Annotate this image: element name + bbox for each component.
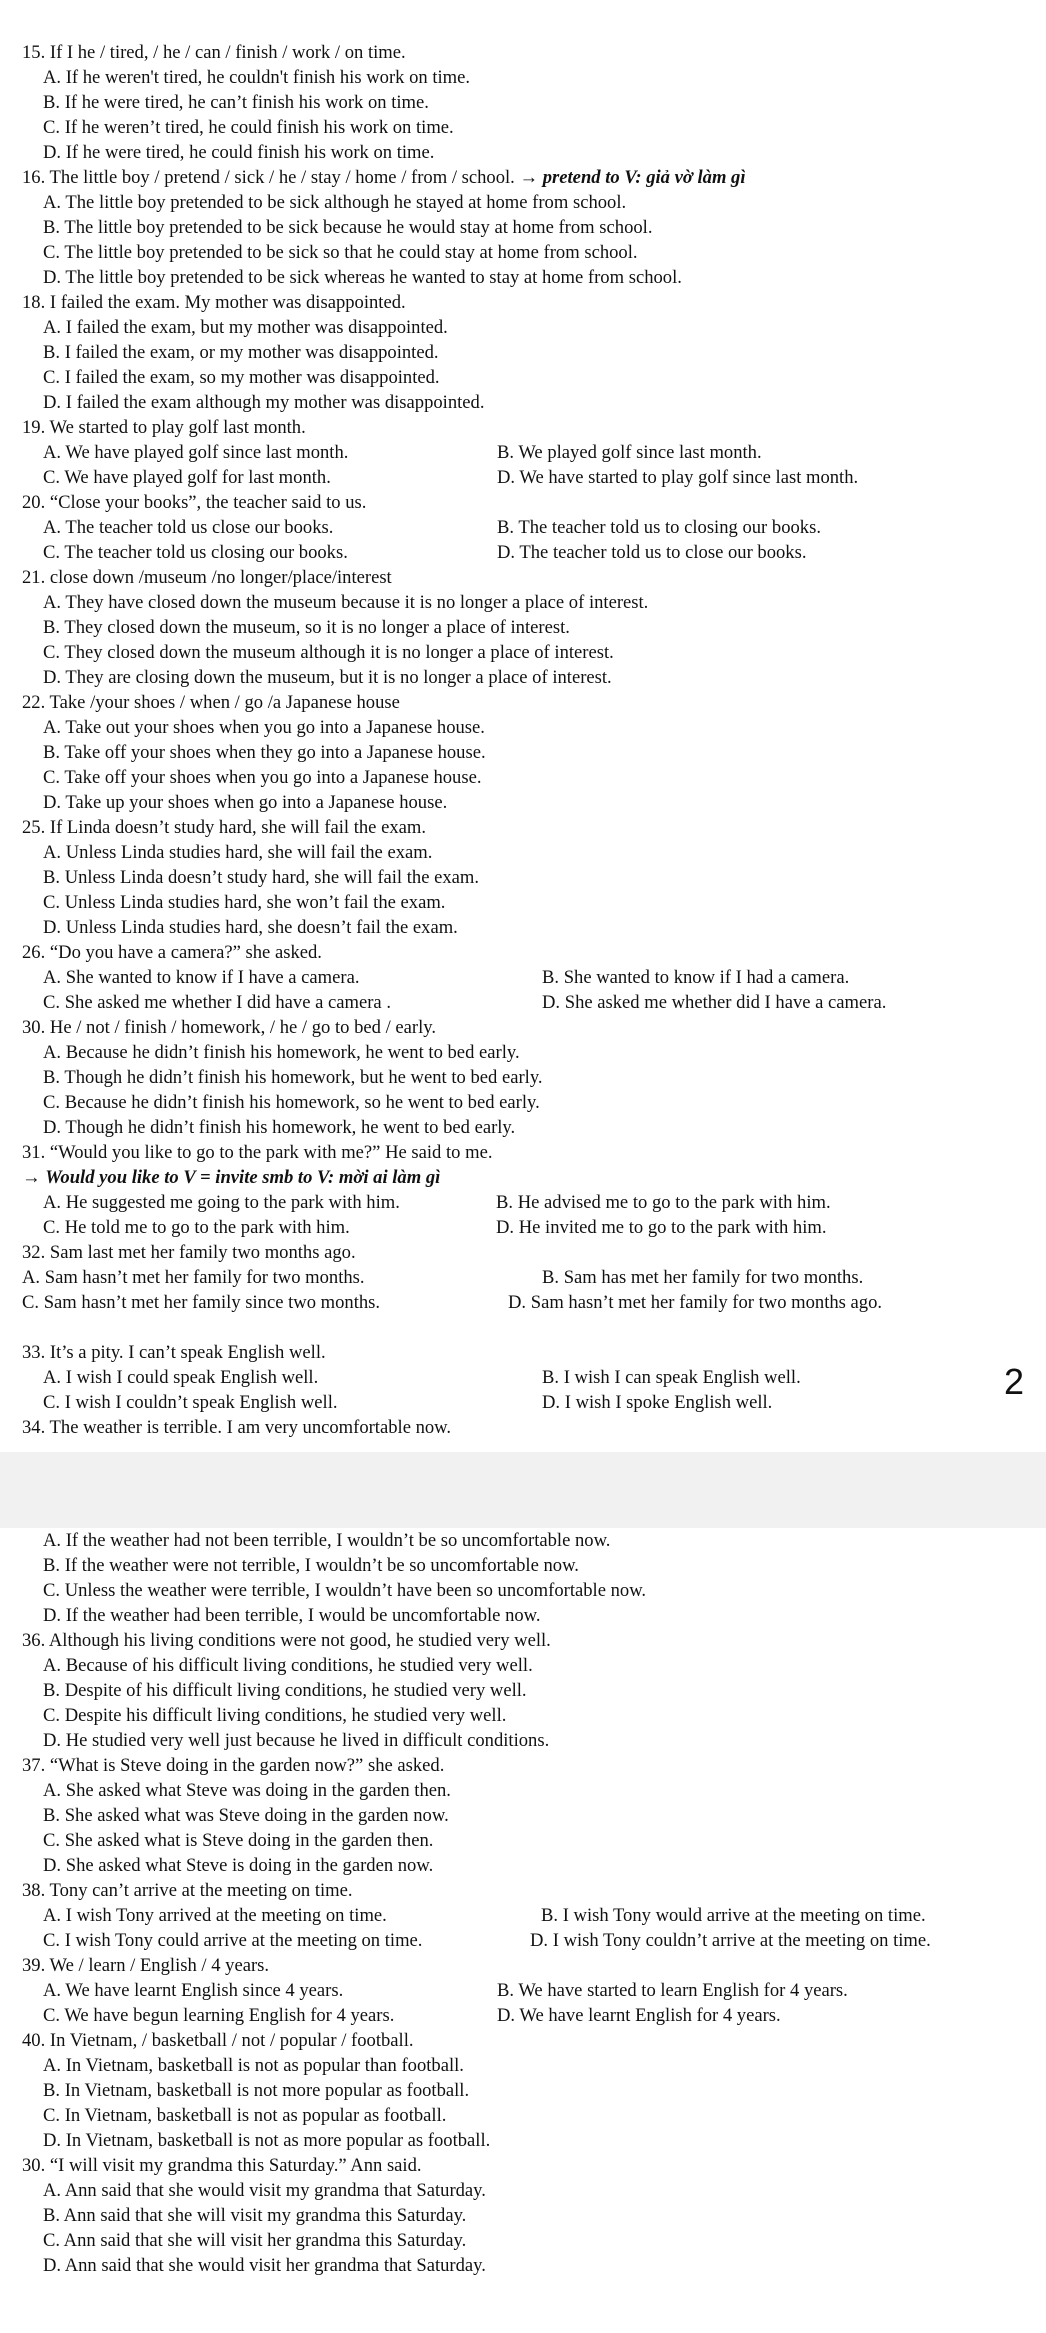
question-stem: 22. Take /your shoes / when / go /a Japanese house — [22, 692, 400, 713]
option-a: A. Take out your shoes when you go into a Japanese house. — [43, 717, 485, 738]
question-stem: 18. I failed the exam. My mother was disappointed. — [22, 292, 406, 313]
question-stem: 39. We / learn / English / 4 years. — [22, 1955, 270, 1976]
option-a: A. Sam hasn’t met her family for two months. — [22, 1267, 365, 1288]
option-d: D. The teacher told us to close our books. — [497, 542, 807, 563]
question-stem: 34. The weather is terrible. I am very uncomfortable now. — [22, 1417, 452, 1438]
question-16 — [22, 165, 1032, 290]
option-a: A. She asked what Steve was doing in the garden then. — [43, 1780, 451, 1801]
option-d: D. They are closing down the museum, but it is no longer a place of interest. — [43, 667, 612, 688]
question-21 — [22, 565, 1032, 690]
question-stem: 40. In Vietnam, / basketball / not / popular / football. — [22, 2030, 414, 2051]
question-stem: 33. It’s a pity. I can’t speak English well. — [22, 1342, 326, 1363]
options-row — [22, 1928, 1032, 1953]
option-b: B. The little boy pretended to be sick because he would stay at home from school. — [43, 217, 653, 238]
option-b: B. Unless Linda doesn’t study hard, she will fail the exam. — [43, 867, 480, 888]
option-d: D. She asked me whether did I have a camera. — [542, 992, 887, 1013]
options-row — [22, 540, 1032, 565]
question-30-first — [22, 1015, 1032, 1140]
option-c: C. She asked what is Steve doing in the garden then. — [43, 1830, 434, 1851]
option-c: C. In Vietnam, basketball is not as popular as football. — [43, 2105, 447, 2126]
option-a: A. She wanted to know if I have a camera. — [43, 967, 360, 988]
question-stem: 31. “Would you like to go to the park with me?” He said to me. — [22, 1142, 493, 1163]
question-stem: 38. Tony can’t arrive at the meeting on time. — [22, 1880, 353, 1901]
question-39 — [22, 1953, 1032, 2028]
page-separator — [0, 1452, 1046, 1528]
option-d: D. In Vietnam, basketball is not as more popular as football. — [43, 2130, 491, 2151]
options-row — [22, 1390, 1032, 1415]
arrow-icon: → — [519, 167, 539, 188]
worksheet-page-2 — [0, 1528, 1046, 2333]
option-a: A. Because he didn’t finish his homework, he went to bed early. — [43, 1042, 520, 1063]
question-stem: 20. “Close your books”, the teacher said to us. — [22, 492, 367, 513]
options-row — [22, 965, 1032, 990]
option-c: C. I failed the exam, so my mother was disappointed. — [43, 367, 440, 388]
option-d: D. I wish Tony couldn’t arrive at the meeting on time. — [530, 1930, 931, 1951]
option-c: C. We have played golf for last month. — [43, 467, 331, 488]
option-d: D. Unless Linda studies hard, she doesn’t fail the exam. — [43, 917, 458, 938]
question-15 — [22, 40, 1032, 165]
option-a: A. Because of his difficult living conditions, he studied very well. — [43, 1655, 533, 1676]
option-b: B. I failed the exam, or my mother was disappointed. — [43, 342, 439, 363]
option-c: C. The teacher told us closing our books. — [43, 542, 348, 563]
option-b: B. We played golf since last month. — [497, 442, 762, 463]
option-a: A. I wish I could speak English well. — [43, 1367, 319, 1388]
option-a: A. Ann said that she would visit my grandma that Saturday. — [43, 2180, 486, 2201]
option-c: C. Unless the weather were terrible, I wouldn’t have been so uncomfortable now. — [43, 1580, 647, 1601]
question-stem-line — [22, 165, 1032, 190]
option-c: C. Ann said that she will visit her grandma this Saturday. — [43, 2230, 467, 2251]
option-a: A. I failed the exam, but my mother was disappointed. — [43, 317, 448, 338]
option-a: A. They have closed down the museum because it is no longer a place of interest. — [43, 592, 649, 613]
question-stem: 26. “Do you have a camera?” she asked. — [22, 942, 322, 963]
question-stem: 15. If I he / tired, / he / can / finish / work / on time. — [22, 42, 406, 63]
option-c: C. Sam hasn’t met her family since two months. — [22, 1292, 381, 1313]
option-d: D. I wish I spoke English well. — [542, 1392, 773, 1413]
option-a: A. We have played golf since last month. — [43, 442, 349, 463]
options-row — [22, 1365, 1032, 1390]
option-b: B. I wish Tony would arrive at the meeting on time. — [541, 1905, 926, 1926]
question-32 — [22, 1240, 1032, 1315]
option-b: B. She wanted to know if I had a camera. — [542, 967, 850, 988]
option-b: B. The teacher told us to closing our books. — [497, 517, 821, 538]
option-d: D. Though he didn’t finish his homework, he went to bed early. — [43, 1117, 516, 1138]
option-c: C. We have begun learning English for 4 years. — [43, 2005, 395, 2026]
option-b: B. Ann said that she will visit my grandma this Saturday. — [43, 2205, 467, 2226]
question-stem: 30. “I will visit my grandma this Saturday.” Ann said. — [22, 2155, 422, 2176]
question-stem: 30. He / not / finish / homework, / he / go to bed / early. — [22, 1017, 436, 1038]
question-25 — [22, 815, 1032, 940]
option-a: A. The little boy pretended to be sick although he stayed at home from school. — [43, 192, 627, 213]
option-b: B. If he were tired, he can’t finish his work on time. — [43, 92, 429, 113]
arrow-icon: → — [22, 1167, 41, 1188]
option-c: C. Take off your shoes when you go into a Japanese house. — [43, 767, 482, 788]
option-d: D. He invited me to go to the park with him. — [496, 1217, 827, 1238]
page-number: 2 — [1004, 1361, 1025, 1402]
option-a: A. We have learnt English since 4 years. — [43, 1980, 344, 2001]
option-b: B. Take off your shoes when they go into a Japanese house. — [43, 742, 486, 763]
option-c: C. I wish Tony could arrive at the meeting on time. — [43, 1930, 423, 1951]
option-d: D. If the weather had been terrible, I would be uncomfortable now. — [43, 1605, 541, 1626]
question-40 — [22, 2028, 1032, 2153]
option-c: C. Because he didn’t finish his homework, so he went to bed early. — [43, 1092, 540, 1113]
question-38 — [22, 1878, 1032, 1953]
options-row — [22, 990, 1032, 1015]
option-d: D. She asked what Steve is doing in the garden now. — [43, 1855, 434, 1876]
page-1-content — [22, 40, 1032, 1440]
option-b: B. They closed down the museum, so it is no longer a place of interest. — [43, 617, 570, 638]
grammar-note: pretend to V: giả vờ làm gì — [542, 167, 746, 188]
question-34 — [22, 1415, 1032, 1440]
option-a: A. The teacher told us close our books. — [43, 517, 334, 538]
blank-line — [22, 1315, 1032, 1340]
question-30-second — [22, 2153, 1032, 2278]
option-c: C. She asked me whether I did have a camera . — [43, 992, 391, 1013]
option-b: B. Despite of his difficult living conditions, he studied very well. — [43, 1680, 527, 1701]
options-row — [22, 515, 1032, 540]
option-d: D. The little boy pretended to be sick whereas he wanted to stay at home from school. — [43, 267, 682, 288]
option-b: B. He advised me to go to the park with him. — [496, 1192, 831, 1213]
question-stem: 36. Although his living conditions were not good, he studied very well. — [22, 1630, 551, 1651]
question-31 — [22, 1140, 1032, 1240]
option-d: D. We have started to play golf since last month. — [497, 467, 859, 488]
question-26 — [22, 940, 1032, 1015]
question-33 — [22, 1340, 1032, 1415]
option-a: A. If the weather had not been terrible, I wouldn’t be so uncomfortable now. — [43, 1530, 611, 1551]
option-b: B. If the weather were not terrible, I wouldn’t be so uncomfortable now. — [43, 1555, 579, 1576]
question-22 — [22, 690, 1032, 815]
grammar-note: Would you like to V = invite smb to V: mời ai làm gì — [45, 1167, 441, 1188]
question-20 — [22, 490, 1032, 565]
option-c: C. Unless Linda studies hard, she won’t fail the exam. — [43, 892, 446, 913]
options-row — [22, 1903, 1032, 1928]
option-c: C. He told me to go to the park with him. — [43, 1217, 350, 1238]
option-b: B. In Vietnam, basketball is not more popular as football. — [43, 2080, 470, 2101]
options-row — [22, 2003, 1032, 2028]
question-36 — [22, 1628, 1032, 1753]
options-row — [22, 1978, 1032, 2003]
question-34-options — [22, 1528, 1032, 1628]
option-d: D. If he were tired, he could finish his work on time. — [43, 142, 435, 163]
option-a: A. I wish Tony arrived at the meeting on time. — [43, 1905, 387, 1926]
option-c: C. Despite his difficult living conditions, he studied very well. — [43, 1705, 507, 1726]
option-a: A. In Vietnam, basketball is not as popular than football. — [43, 2055, 464, 2076]
option-c: C. I wish I couldn’t speak English well. — [43, 1392, 338, 1413]
options-row — [22, 440, 1032, 465]
option-b: B. She asked what was Steve doing in the garden now. — [43, 1805, 449, 1826]
grammar-note-line — [22, 1165, 1032, 1190]
question-stem: 37. “What is Steve doing in the garden now?” she asked. — [22, 1755, 445, 1776]
option-d: D. I failed the exam although my mother was disappointed. — [43, 392, 485, 413]
question-18 — [22, 290, 1032, 415]
option-b: B. I wish I can speak English well. — [542, 1367, 801, 1388]
question-stem: 16. The little boy / pretend / sick / he / stay / home / from / school. — [22, 167, 515, 188]
question-19 — [22, 415, 1032, 490]
option-a: A. Unless Linda studies hard, she will fail the exam. — [43, 842, 433, 863]
question-stem: 25. If Linda doesn’t study hard, she will fail the exam. — [22, 817, 426, 838]
option-c: C. If he weren’t tired, he could finish his work on time. — [43, 117, 454, 138]
question-stem: 19. We started to play golf last month. — [22, 417, 306, 438]
options-row — [22, 1290, 1032, 1315]
option-b: B. Though he didn’t finish his homework, but he went to bed early. — [43, 1067, 543, 1088]
option-d: D. Ann said that she would visit her grandma that Saturday. — [43, 2255, 486, 2276]
question-stem: 21. close down /museum /no longer/place/interest — [22, 567, 392, 588]
option-d: D. We have learnt English for 4 years. — [497, 2005, 781, 2026]
option-a: A. He suggested me going to the park with him. — [43, 1192, 400, 1213]
options-row — [22, 465, 1032, 490]
question-stem: 32. Sam last met her family two months ago. — [22, 1242, 356, 1263]
option-b: B. Sam has met her family for two months. — [542, 1267, 864, 1288]
option-a: A. If he weren't tired, he couldn't finish his work on time. — [43, 67, 471, 88]
option-b: B. We have started to learn English for 4 years. — [497, 1980, 848, 2001]
options-row — [22, 1215, 1032, 1240]
option-d: D. He studied very well just because he lived in difficult conditions. — [43, 1730, 550, 1751]
option-c: C. The little boy pretended to be sick so that he could stay at home from school. — [43, 242, 638, 263]
option-d: D. Take up your shoes when go into a Japanese house. — [43, 792, 448, 813]
options-row — [22, 1265, 1032, 1290]
page-2-content — [22, 1528, 1032, 2278]
option-d: D. Sam hasn’t met her family for two months ago. — [508, 1292, 883, 1313]
option-c: C. They closed down the museum although it is no longer a place of interest. — [43, 642, 614, 663]
question-37 — [22, 1753, 1032, 1878]
options-row — [22, 1190, 1032, 1215]
